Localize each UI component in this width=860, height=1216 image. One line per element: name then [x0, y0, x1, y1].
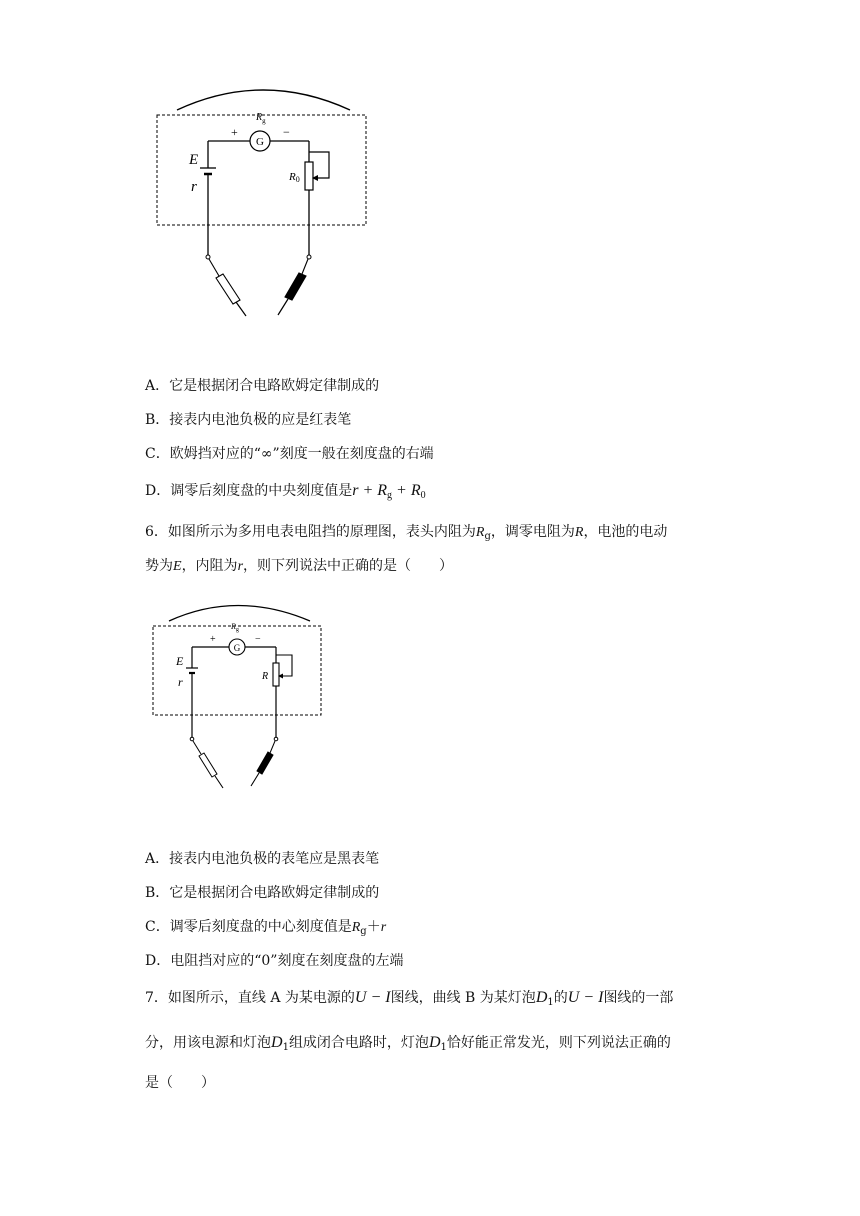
q6-text-1a: 6．如图所示为多用电表电阻挡的原理图，表头内阻为 [145, 524, 476, 540]
q6-option-c-rg: R [351, 920, 361, 935]
q7-text-1b: 图线，曲线 B 为某灯泡 [390, 990, 536, 1006]
q6-text-2b: ，内阻为 [181, 558, 238, 574]
q7-stem-line3: 是（ ） [145, 1075, 215, 1091]
battery-icon [200, 168, 216, 174]
q6-rg-sub: g [484, 531, 491, 542]
formula-sub2: 0 [420, 490, 426, 501]
q6-e: E [173, 559, 182, 574]
q6-text-1c: ，电池的电动 [583, 524, 668, 540]
q6-option-c-r: r [380, 920, 387, 935]
q6-text-1b: ，调零电阻为 [490, 524, 575, 540]
q7-d: D [535, 989, 548, 1006]
q6-option-d: D．电阻挡对应的“0”刻度在刻度盘的左端 [145, 953, 404, 969]
internal-r-label: r [191, 179, 197, 195]
galvanometer-label: G [256, 136, 264, 148]
q7-text-1c: 的 [553, 990, 568, 1006]
q7-text-2c: 恰好能正常发光，则下列说法正确的 [446, 1035, 671, 1051]
minus-sign: − [283, 125, 290, 139]
red-probe-icon [193, 741, 223, 788]
q6-option-c [145, 917, 386, 942]
q6-option-b: B．它是根据闭合电路欧姆定律制成的 [145, 885, 380, 901]
q6-text-2c: ，则下列说法中正确的是（ ） [243, 558, 454, 574]
rg-label: R [256, 112, 263, 123]
q7-text-1d: 图线的一部 [603, 990, 674, 1006]
q7-d1-sub: 1 [282, 1042, 289, 1053]
q6-rg: R [475, 525, 485, 540]
plus-sign: + [210, 634, 216, 645]
q7-d2: D [428, 1034, 441, 1051]
minus-sign: − [255, 634, 261, 645]
q7-d-sub: 1 [547, 997, 554, 1008]
q7-d1: D [271, 1034, 283, 1051]
q6-r: R [574, 525, 584, 540]
r0-label-sub: 0 [295, 175, 300, 184]
q7-text-1a: 7．如图所示，直线 A 为某电源的 [145, 990, 355, 1006]
q6-option-a: A．接表内电池负极的表笔应是黑表笔 [145, 851, 380, 867]
q7-stem-line2 [145, 1033, 671, 1058]
q7-ui-2: U − I [567, 989, 604, 1006]
formula-sub1: g [387, 490, 393, 501]
zero-resistor-icon [305, 162, 313, 190]
svg-text:Rg [230, 622, 239, 633]
emf-label: E [189, 152, 199, 168]
galvanometer-label: G [233, 643, 241, 653]
formula-part2: + R [392, 482, 421, 499]
q7-ui-1: U − I [354, 989, 391, 1006]
q6-r-small: r [237, 559, 244, 574]
q6-option-c-plus: ＋ [366, 919, 381, 935]
q6-option-c-rg-sub: g [360, 926, 367, 937]
q5-option-b: B．接表内电池负极的应是红表笔 [145, 412, 352, 428]
q5-option-c: C．欧姆挡对应的“∞”刻度一般在刻度盘的右端 [145, 446, 434, 462]
q6-text-2a: 势为 [145, 558, 173, 574]
r0-label: R [289, 171, 296, 183]
q6-option-c-text: C．调零后刻度盘的中心刻度值是 [145, 919, 352, 935]
q5-option-d-text: D．调零后刻度盘的中央刻度值是 [145, 483, 353, 499]
rg-label-sub: g [262, 117, 266, 125]
q6-stem-line1 [145, 522, 667, 547]
q7-text-2b: 组成闭合电路时，灯泡 [288, 1035, 429, 1051]
q5-option-d-formula [352, 482, 425, 499]
rg-label-sub: g [235, 627, 239, 633]
emf-label: E [176, 654, 184, 668]
svg-text:Rg [255, 112, 266, 125]
q6-stem-line2 [145, 556, 453, 577]
circuit-figure-2 [145, 600, 345, 800]
r-label: R [262, 671, 269, 682]
q7-d2-sub: 1 [440, 1042, 447, 1053]
circuit-figure-1 [145, 88, 405, 318]
red-probe-icon [209, 259, 246, 316]
svg-text:R0 [288, 171, 300, 184]
formula-part1: r + R [352, 482, 388, 499]
plus-sign: + [231, 125, 238, 139]
internal-r-label: r [178, 675, 183, 689]
q7-stem-line1 [145, 988, 673, 1013]
q5-option-a: A．它是根据闭合电路欧姆定律制成的 [145, 378, 380, 394]
q7-text-2a: 分，用该电源和灯泡 [145, 1035, 271, 1051]
q5-option-d [145, 481, 426, 506]
black-probe-icon [278, 259, 308, 315]
zero-resistor-icon [273, 663, 279, 686]
meter-arc [177, 90, 350, 110]
meter-arc [169, 606, 310, 622]
battery-icon [186, 668, 198, 673]
rg-label: R [231, 622, 236, 631]
black-probe-icon [251, 741, 275, 786]
